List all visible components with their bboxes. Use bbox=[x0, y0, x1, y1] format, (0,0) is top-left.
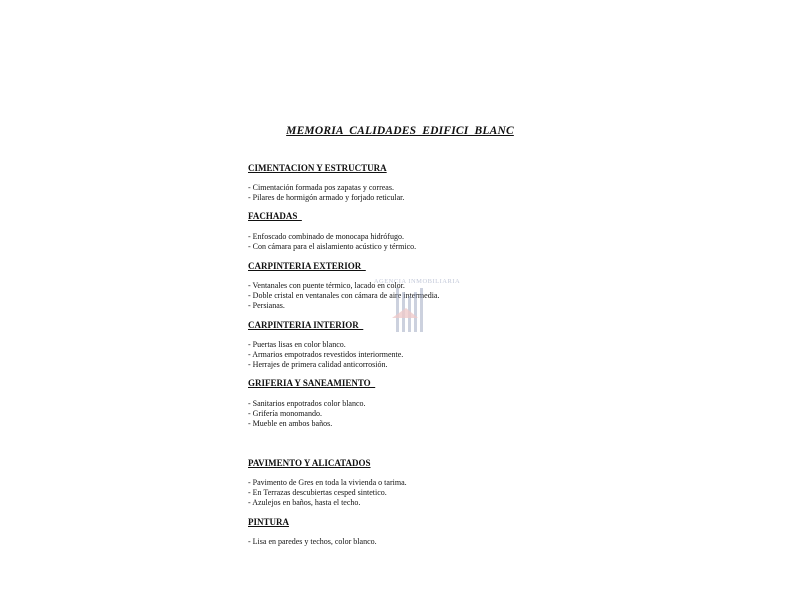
list-item: - Cimentación formada pos zapatas y correas. bbox=[248, 183, 394, 192]
section-heading-cimentacion: CIMENTACION Y ESTRUCTURA bbox=[248, 163, 387, 173]
list-item: - Doble cristal en ventanales con cámara de aire intermedia. bbox=[248, 291, 440, 300]
list-item: - Mueble en ambos baños. bbox=[248, 419, 333, 428]
section-heading-carpinteria-interior: CARPINTERIA INTERIOR bbox=[248, 320, 364, 330]
list-item: - Puertas lisas en color blanco. bbox=[248, 340, 346, 349]
list-item: - Grifería monomando. bbox=[248, 409, 322, 418]
list-item: - Ventanales con puente térmico, lacado en color. bbox=[248, 281, 405, 290]
list-item: - Herrajes de primera calidad anticorrosión. bbox=[248, 360, 388, 369]
section-heading-carpinteria-exterior: CARPINTERIA EXTERIOR bbox=[248, 261, 366, 271]
list-item: - Con cámara para el aislamiento acústico y térmico. bbox=[248, 242, 417, 251]
list-item: - Lisa en paredes y techos, color blanco. bbox=[248, 537, 377, 546]
list-item: - Pavimento de Gres en toda la vivienda o tarima. bbox=[248, 478, 407, 487]
watermark-text: AGENCIA INMOBILIARIA bbox=[373, 278, 461, 285]
section-heading-fachadas: FACHADAS bbox=[248, 211, 302, 221]
list-item: - Persianas. bbox=[248, 301, 285, 310]
section-heading-pintura: PINTURA bbox=[248, 517, 290, 527]
section-heading-griferia: GRIFERIA Y SANEAMIENTO bbox=[248, 378, 376, 388]
list-item: - Armarios empotrados revestidos interiormente. bbox=[248, 350, 404, 359]
list-item: - Azulejos en baños, hasta el techo. bbox=[248, 498, 361, 507]
list-item: - Pilares de hormigón armado y forjado reticular. bbox=[248, 193, 405, 202]
section-heading-pavimento: PAVIMENTO Y ALICATADOS bbox=[248, 458, 371, 468]
list-item: - En Terrazas descubiertas cesped sintetico. bbox=[248, 488, 387, 497]
list-item: - Enfoscado combinado de monocapa hidrófugo. bbox=[248, 232, 404, 241]
page-title: MEMORIA CALIDADES EDIFICI BLANC bbox=[286, 125, 514, 137]
list-item: - Sanitarios enpotrados color blanco. bbox=[248, 399, 366, 408]
